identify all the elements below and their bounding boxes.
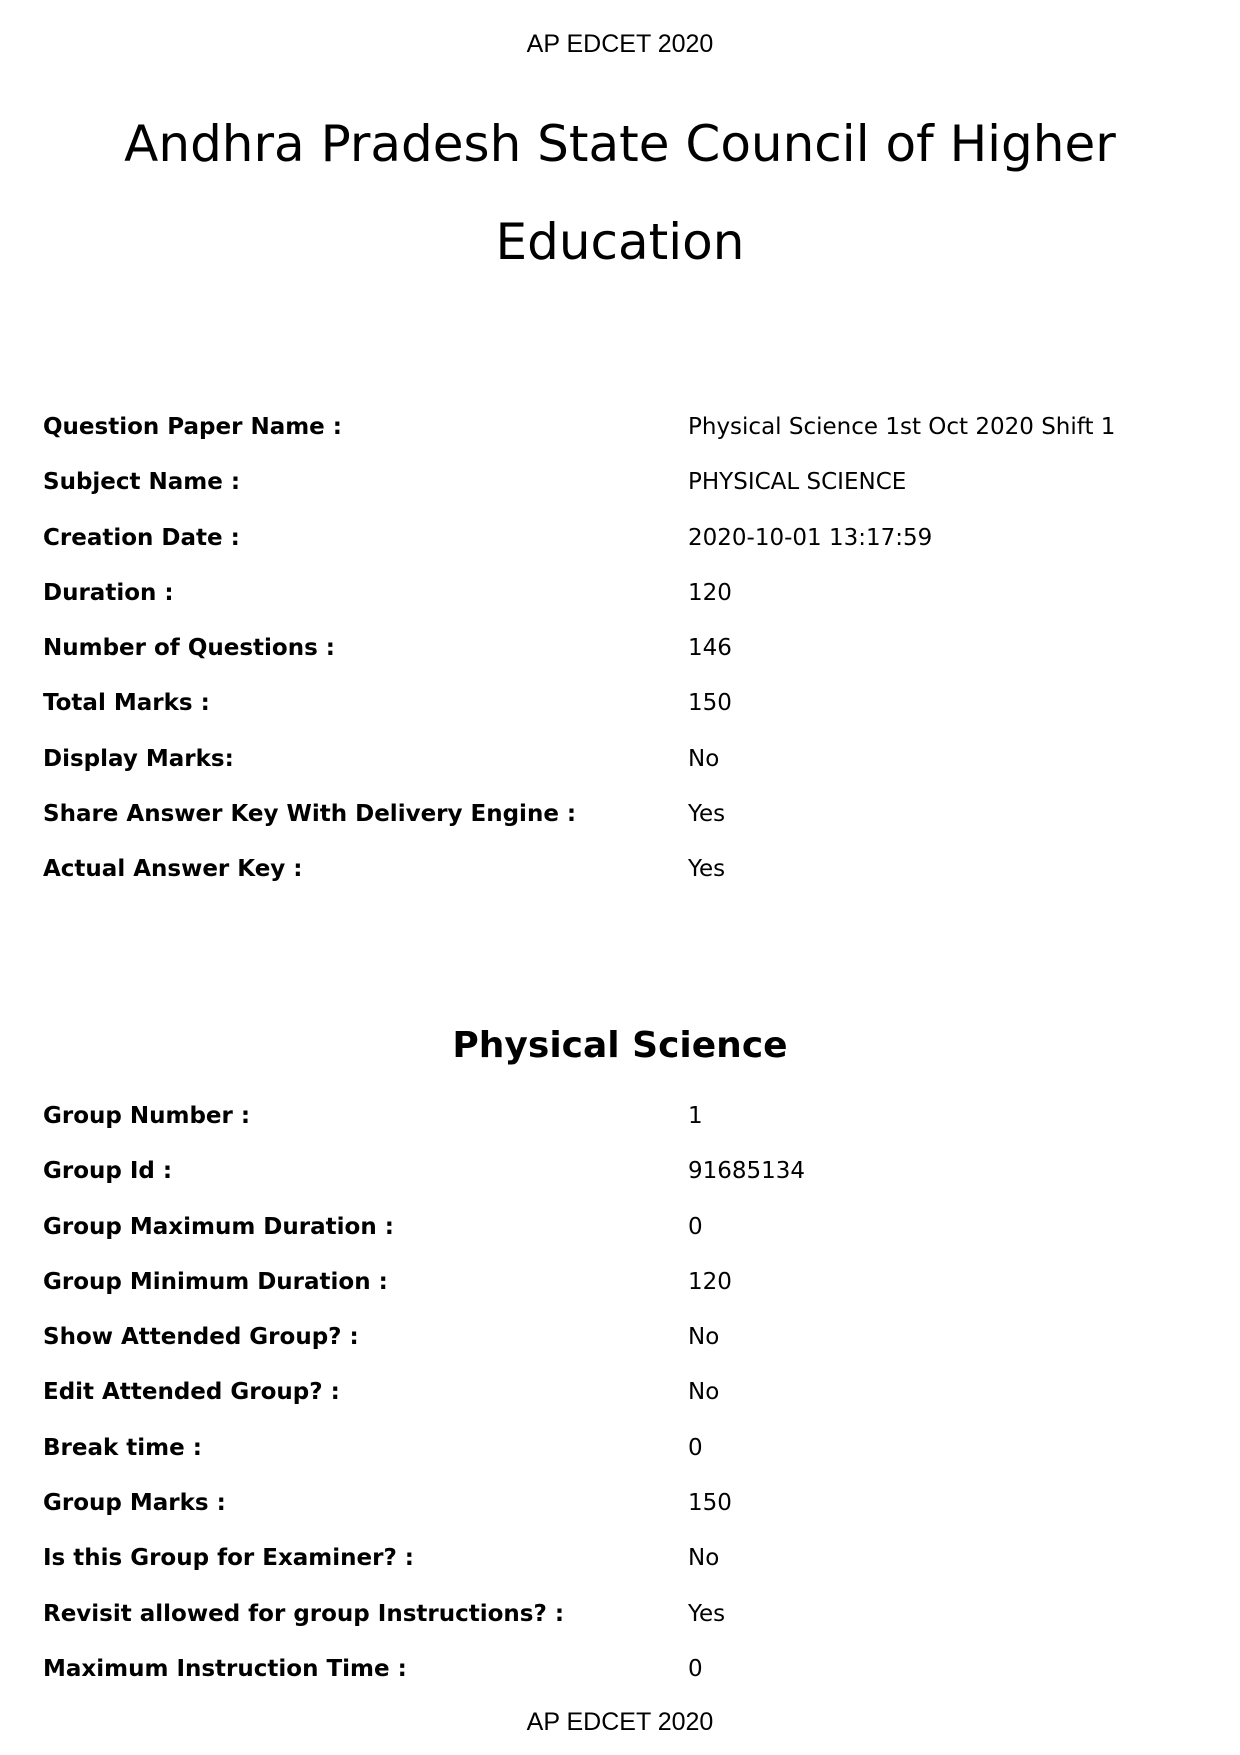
info-row-display-marks (43, 746, 1203, 801)
info-label: Creation Date : (43, 524, 240, 551)
info-row-maximum-instruction-time (43, 1656, 1203, 1711)
info-value: 150 (688, 690, 732, 717)
info-value: No (688, 1545, 720, 1572)
info-label: Revisit allowed for group Instructions? : (43, 1600, 565, 1627)
info-row-show-attended-group (43, 1324, 1203, 1379)
info-row-group-marks (43, 1490, 1203, 1545)
info-value: 150 (688, 1490, 732, 1517)
paper-info-table (43, 414, 1203, 912)
info-label: Maximum Instruction Time : (43, 1655, 407, 1682)
info-value: 120 (688, 1268, 732, 1295)
info-row-duration (43, 580, 1203, 635)
info-value: PHYSICAL SCIENCE (688, 469, 907, 496)
info-label: Number of Questions : (43, 635, 335, 662)
info-value: No (688, 1379, 720, 1406)
info-row-share-answer-key (43, 801, 1203, 856)
info-row-break-time (43, 1435, 1203, 1490)
info-row-group-for-examiner (43, 1545, 1203, 1600)
info-row-actual-answer-key (43, 856, 1203, 911)
info-row-subject-name (43, 469, 1203, 524)
info-label: Display Marks: (43, 745, 234, 772)
info-value: 0 (688, 1213, 703, 1240)
info-value: 146 (688, 635, 732, 662)
section-title: Physical Science (452, 1025, 788, 1066)
page-header: AP EDCET 2020 (526, 30, 714, 58)
info-value: No (688, 745, 720, 772)
group-info-table (43, 1103, 1203, 1711)
info-label: Actual Answer Key : (43, 856, 303, 883)
info-row-creation-date (43, 525, 1203, 580)
info-row-group-maximum-duration (43, 1214, 1203, 1269)
info-label: Question Paper Name : (43, 414, 342, 440)
info-label: Group Minimum Duration : (43, 1268, 388, 1295)
info-value: 91685134 (688, 1158, 806, 1185)
info-value: 2020-10-01 13:17:59 (688, 524, 933, 551)
info-value: No (688, 1324, 720, 1351)
info-row-total-marks (43, 690, 1203, 745)
info-label: Is this Group for Examiner? : (43, 1545, 415, 1572)
info-row-group-id (43, 1158, 1203, 1213)
info-label: Group Id : (43, 1158, 173, 1185)
info-label: Group Maximum Duration : (43, 1213, 394, 1240)
info-row-edit-attended-group (43, 1379, 1203, 1434)
info-row-revisit-allowed (43, 1601, 1203, 1656)
info-label: Duration : (43, 579, 174, 606)
info-label: Break time : (43, 1434, 202, 1461)
info-value: Physical Science 1st Oct 2020 Shift 1 (688, 414, 1116, 440)
info-label: Share Answer Key With Delivery Engine : (43, 801, 577, 828)
info-row-group-number (43, 1103, 1203, 1158)
info-label: Total Marks : (43, 690, 210, 717)
info-row-question-paper-name (43, 414, 1203, 469)
info-label: Group Marks : (43, 1490, 226, 1517)
info-value: 1 (688, 1103, 703, 1129)
info-label: Show Attended Group? : (43, 1324, 359, 1351)
info-label: Subject Name : (43, 469, 241, 496)
info-label: Edit Attended Group? : (43, 1379, 340, 1406)
info-value: Yes (688, 1600, 726, 1627)
page-title: Andhra Pradesh State Council of Higher Education (124, 115, 1116, 271)
page-footer: AP EDCET 2020 (526, 1708, 714, 1736)
info-row-group-minimum-duration (43, 1269, 1203, 1324)
info-value: Yes (688, 801, 726, 828)
info-label: Group Number : (43, 1103, 251, 1129)
info-value: 0 (688, 1655, 703, 1682)
info-value: 0 (688, 1434, 703, 1461)
info-value: Yes (688, 856, 726, 883)
info-row-number-of-questions (43, 635, 1203, 690)
info-value: 120 (688, 579, 732, 606)
